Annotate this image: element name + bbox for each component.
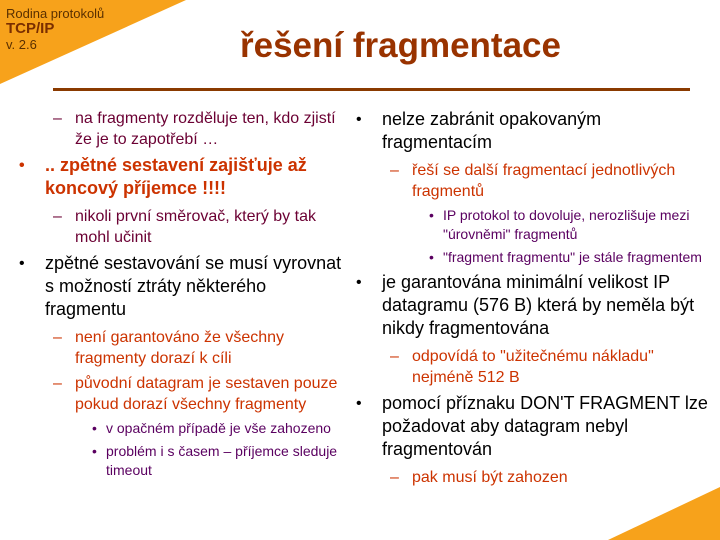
bullet-marker: • xyxy=(429,207,434,223)
course-family: Rodina protokolů xyxy=(6,6,105,21)
bullet-marker: • xyxy=(356,395,362,412)
corner-decoration-bottom-right xyxy=(608,487,720,540)
bullet-marker: • xyxy=(356,111,362,128)
bullet-item xyxy=(345,108,715,154)
bullet-item xyxy=(8,373,343,415)
course-name: TCP/IP xyxy=(6,20,55,37)
bullet-text: odpovídá to "užitečnému nákladu" nejméně 512 B xyxy=(412,348,654,386)
bullet-text: .. zpětné sestavení zajišťuje až koncový příjemce !!!! xyxy=(45,155,307,198)
dash-marker: – xyxy=(53,329,62,346)
bullet-text: nikoli první směrovač, který by tak mohl učinit xyxy=(75,208,316,246)
bullet-item xyxy=(345,248,715,267)
right-column xyxy=(345,108,715,492)
bullet-item xyxy=(345,467,715,488)
bullet-text: v opačném případě je vše zahozeno xyxy=(106,420,331,436)
bullet-text: původní datagram je sestaven pouze pokud dorazí všechny fragmenty xyxy=(75,375,338,413)
bullet-item xyxy=(8,252,343,321)
bullet-text: "fragment fragmentu" je stále fragmentem xyxy=(443,249,702,265)
bullet-item xyxy=(8,442,343,480)
bullet-item xyxy=(8,419,343,438)
bullet-text: IP protokol to dovoluje, nerozlišuje mezi "úrovněmi" fragmentů xyxy=(443,207,690,242)
bullet-item xyxy=(8,108,343,150)
dash-marker: – xyxy=(390,348,399,365)
bullet-marker: • xyxy=(356,274,362,291)
bullet-item xyxy=(345,346,715,388)
bullet-text: pak musí být zahozen xyxy=(412,469,568,486)
bullet-marker: • xyxy=(19,157,25,174)
bullet-marker: • xyxy=(92,420,97,436)
bullet-item xyxy=(8,327,343,369)
slide-title: řešení fragmentace xyxy=(240,26,561,65)
bullet-text: pomocí příznaku DON'T FRAGMENT lze požadovat aby datagram nebyl fragmentován xyxy=(382,393,708,459)
title-underline xyxy=(53,88,690,91)
bullet-item xyxy=(345,160,715,202)
bullet-marker: • xyxy=(429,249,434,265)
bullet-item xyxy=(345,271,715,340)
bullet-text: nelze zabránit opakovaným fragmentacím xyxy=(382,109,602,152)
bullet-text: řeší se další fragmentací jednotlivých fragmentů xyxy=(412,162,676,200)
course-version: v. 2.6 xyxy=(6,37,37,52)
dash-marker: – xyxy=(53,375,62,392)
dash-marker: – xyxy=(53,208,62,225)
dash-marker: – xyxy=(390,469,399,486)
bullet-marker: • xyxy=(19,255,25,272)
bullet-marker: • xyxy=(92,443,97,459)
course-label xyxy=(6,6,104,52)
bullet-item xyxy=(8,154,343,200)
bullet-text: na fragmenty rozděluje ten, kdo zjistí že je to zapotřebí … xyxy=(75,110,336,148)
dash-marker: – xyxy=(390,162,399,179)
bullet-text: je garantována minimální velikost IP datagramu (576 B) která by neměla být nikdy fragmentována xyxy=(382,272,695,338)
bullet-item xyxy=(8,206,343,248)
bullet-text: zpětné sestavování se musí vyrovnat s možností ztráty některého fragmentu xyxy=(45,253,342,319)
bullet-item xyxy=(345,206,715,244)
bullet-text: problém i s časem – příjemce sleduje timeout xyxy=(106,443,338,478)
bullet-text: není garantováno že všechny fragmenty dorazí k cíli xyxy=(75,329,285,367)
left-column xyxy=(8,108,343,484)
bullet-item xyxy=(345,392,715,461)
dash-marker: – xyxy=(53,110,62,127)
